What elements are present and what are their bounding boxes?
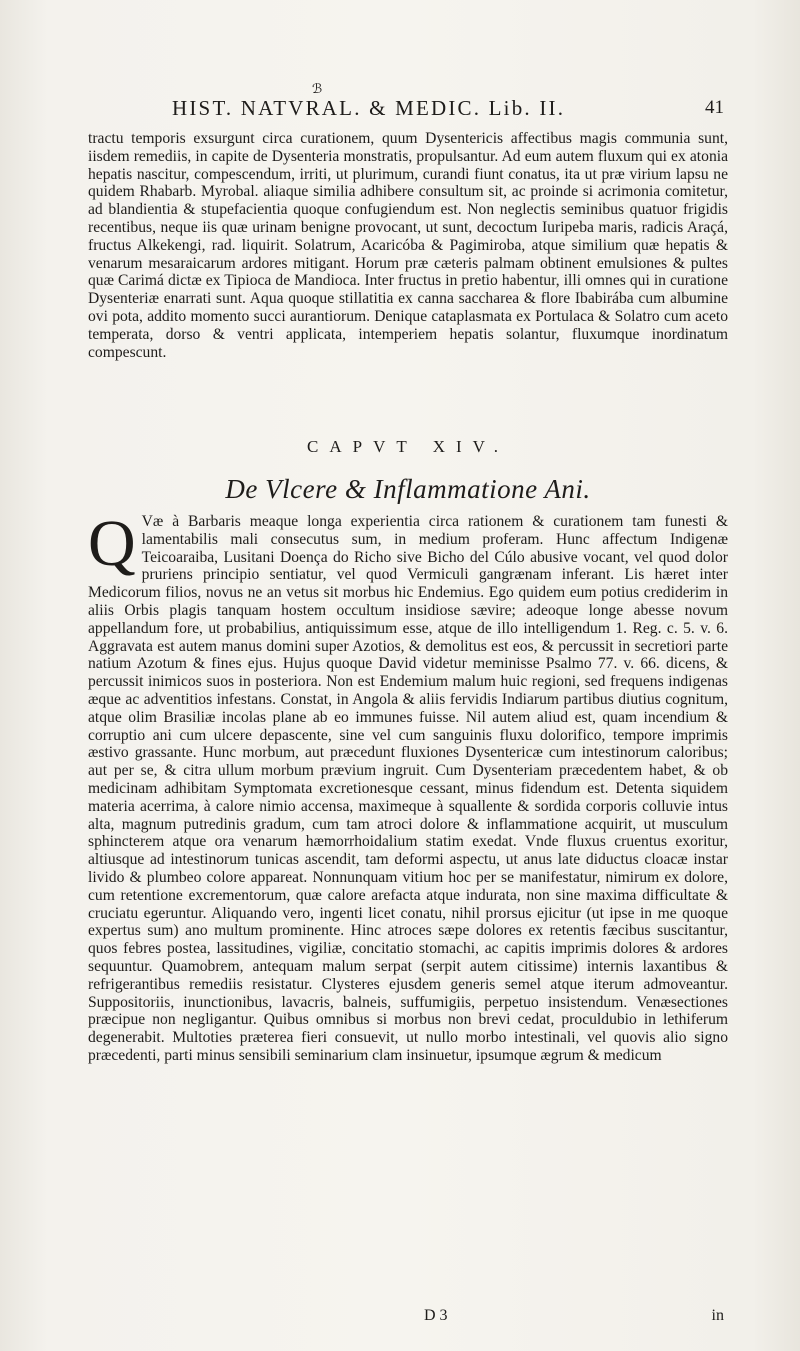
drop-cap: Q: [88, 507, 136, 580]
running-title: HIST. NATVRAL. & MEDIC. Lib. II.: [172, 96, 566, 120]
page-number: 41: [705, 97, 724, 118]
catchword: in: [711, 1307, 724, 1324]
running-head: [88, 96, 724, 122]
header-mark: ℬ: [312, 82, 323, 97]
chapter-heading: CAPVT XIV.: [307, 437, 509, 456]
signature-mark: D 3: [424, 1307, 448, 1324]
paragraph-main-text: Væ à Barbaris meaque longa experientia circa rationem & curationem tam funesti & lamentabilis mali consecutus sum, in medium proferam. Hunc affectum Indigenæ Teicoaraiba, Lusitani Doença do Richo sive Bicho del Cúlo abusive vocant, vel quod dolor pruriens principio sentiatur, vel quod Vermiculi gangrænam inferant. Lis hæret inter Medicorum filios, novus ne an vetus sit morbus hic Endemius. Ego quidem eum potius crediderim in aliis Orbis plagis tanquam hostem occultum insidiose sævire; adeoque longe abesse novum appellandum fore, ut probabilius, antiquissimum esse, atque de illo intelligendum 1. Reg. c. 5. v. 6. Aggravata est autem manus domini super Azotios, & demolitus est eos, & percussit in secretiori parte natium Azotum & fines ejus. Hujus quoque David videtur meminisse Psalmo 77. v. 66. dicens, & percussit inimicos suos in posteriora. Non est Endemium malum huic regioni, sed frequens indigenas æque ac adventitios infestans. Constat, in Angola & aliis fervidis Indiarum partibus diutius cognitum, atque olim Brasiliæ incolas plane ab eo immunes fuisse. Nil autem aliud est, quam incendium & corruptio ani cum ulcere depascente, sine vel cum sanguinis fluxu dolorifico, tempore imprimis æstivo grassante. Hunc morbum, aut præcedunt fluxiones Dysentericæ cum intestinorum caloribus; aut per se, & citra ullum morbum prævium ingruit. Cum Dysenteriam præcedentem habet, & ob medicinam adhibitam Symptomata excretionesque cessant, minus fidendum est. Detenta siquidem materia acerrima, à calore nimio accensa, maximeque à squallente & sordida corporis colluvie intus alta, magnum putredinis gradum, cum tam atroci dolore & inflammatione acquirit, ut musculum sphincterem atque ora venarum hæmorrhoidalium statim exedat. Vnde fluxus cruentus exoritur, altiusque ad intestinorum tunicas ascendit, tam deformi aspectu, ut anus late diductus cloacæ instar livido & plumbeo colore appareat. Nonnunquam vitium hoc per se manifestatur, nimirum ex dolore, cum retentione excrementorum, quæ calore arefacta atque indurata, non sine maxima difficultate & cruciatu egeruntur. Aliquando vero, ingenti licet conatu, nihil prorsus ejicitur (ut ipse in me quoque expertus sum) ano multum prominente. Hinc atroces sæpe dolores ex retentis fæcibus suscitantur, quos febres postea, lassitudines, vigiliæ, concitatio stomachi, ac capitis imprimis dolores & ardores sequuntur. Quamobrem, antequam malum serpat (serpit autem citissime) internis laxantibus & refrigerantibus remediis resistatur. Clysteres ejusdem generis semel atque iterum admoveantur. Suppositoriis, inunctionibus, lavacris, balneis, suffumigiis, perpetuo insistendum. Venæsectiones præcipue non negligantur. Quibus omnibus si morbus non brevi cedat, proculdubio in lethiferum degenerabit. Multoties præterea fieri consuevit, ut nullo morbo intestinali, vel quovis alio signo præcedenti, parti minus sensibili seminarium clam insinuetur, ipsumque ægrum & medicum: [88, 513, 728, 1064]
paragraph-main: [88, 507, 728, 1065]
section-title: De Vlcere & Inflammatione Ani.: [225, 474, 591, 504]
paragraph-continuation: tractu temporis exsurgunt circa curationem, quum Dysentericis affectibus magis communia sunt, iisdem remediis, in capite de Dysenteria monstratis, propulsantur. Ad eum autem fluxum qui ex atonia hepatis nascitur, compescendum, irriti, ut plurimum, curandi fiunt conatus, ita ut præ virium lapsu ne quidem Rhabarb. Myrobal. aliaque similia adhibere consultum sit, ac proinde si acrimonia comitetur, ad blandientia & stupefacientia quoque confugiendum est. Non neglectis seminibus quatuor frigidis recentibus, neque iis quæ urinam benigne provocant, ut sunt, decoctum Iuripeba maris, radicis Araçá, fructus Alkekengi, rad. liquirit. Solatrum, Acaricóba & Pagimiroba, atque similium quæ hepatis & venarum mesaraicarum ardores mitigant. Horum præ cæteris palmam obtinent emulsiones & pultes quæ Carimá dictæ ex Tipioca de Mandioca. Inter fructus in pretio habentur, illi omnes qui in curatione Dysenteriæ enarrati sunt. Aqua quoque stillatitia ex canna saccharea & flore Ibabirába cum albumine ovi pota, addito momento succi aurantiorum. Denique cataplasmata ex Portulaca & Solatro cum aceto temperata, dorso & ventri applicata, intemperiem hepatis solantur, fluxumque inordinatum compescunt.: [88, 130, 728, 361]
